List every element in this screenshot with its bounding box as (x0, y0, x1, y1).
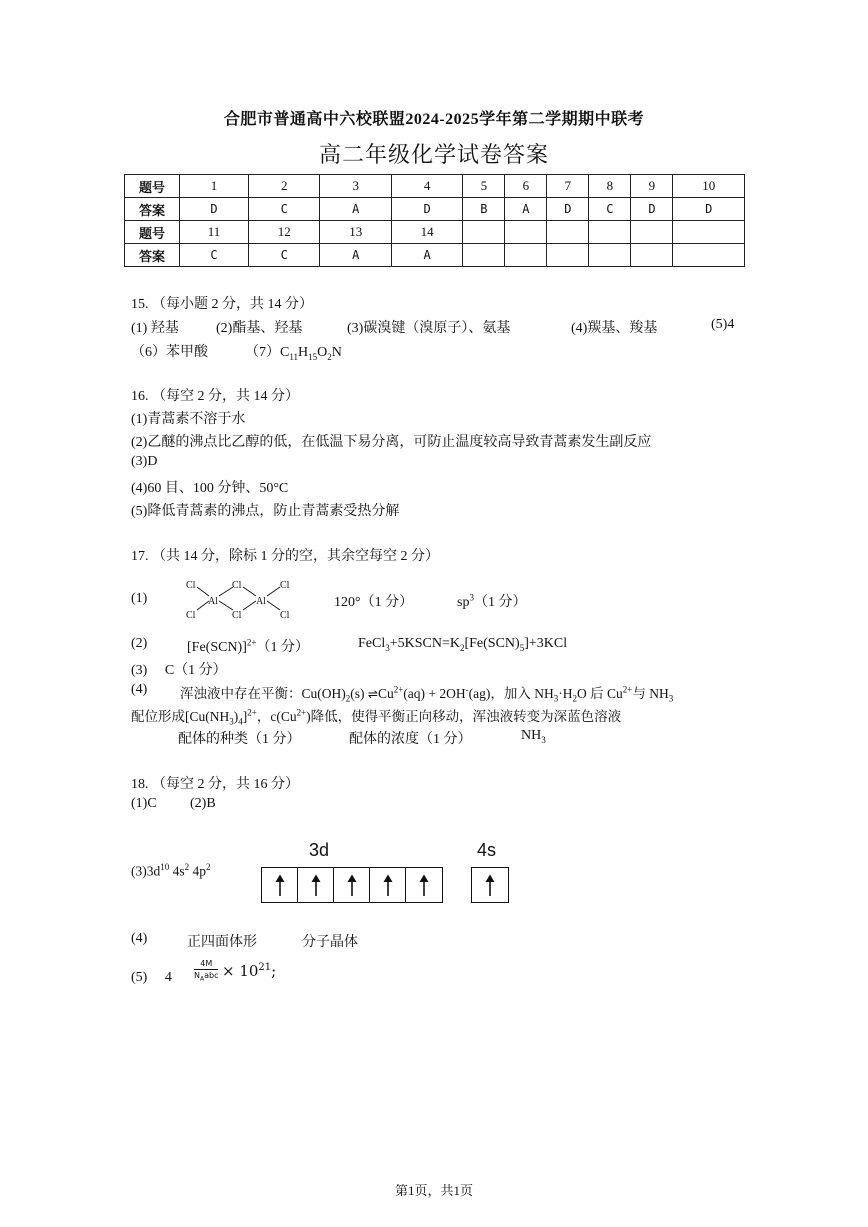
q18-label-4: (4) (131, 931, 148, 946)
answer-cell: C (589, 198, 631, 221)
question-number-cell: 5 (463, 175, 505, 198)
answer-cell: C (180, 244, 249, 267)
q17-bond-angle: 120°（1 分） (334, 595, 414, 610)
q18-crystal-type: 分子晶体 (302, 935, 358, 950)
answer-cell: A (320, 198, 391, 221)
q16-answer-4: (4)60 目、100 分钟、50°C (131, 481, 289, 496)
al2cl6-structure (184, 576, 296, 620)
svg-text:Cl: Cl (232, 580, 242, 591)
orbital-box-3d (261, 867, 443, 903)
svg-text:Cl: Cl (186, 610, 196, 620)
question-number-cell (547, 221, 589, 244)
question-number-cell: 9 (631, 175, 673, 198)
q17-answer-3: (3) C（1 分） (131, 663, 227, 678)
question-number-cell: 11 (180, 221, 249, 244)
row-label-number: 题号 (125, 221, 180, 244)
answer-cell: D (631, 198, 673, 221)
q18-molecular-shape: 正四面体形 (187, 935, 257, 950)
q18-heading: 18. （每空 2 分，共 16 分） (131, 777, 299, 792)
answer-cell (505, 244, 547, 267)
question-number-cell: 10 (673, 175, 745, 198)
question-number-cell (463, 221, 505, 244)
q15-answer-3: (3)碳溴键（溴原子）、氨基 (347, 321, 511, 336)
q15-answer-7: $(7)C_{11}H_{15}O_2N$ (245, 345, 342, 362)
q15-answer-1: (1) 羟基 (131, 321, 179, 336)
exam-title: 合肥市普通高中六校联盟2024-2025学年第二学期期中联考 (223, 111, 645, 128)
q16-answer-3: (3)D (131, 454, 158, 469)
question-number-cell: 4 (391, 175, 462, 198)
q18-electron-config: $(3)3d^{10}$ $4s^2$ $4p^2$ (131, 862, 211, 879)
answer-cell: A (391, 244, 462, 267)
q15-answer-4: (4)羰基、羧基 (571, 321, 658, 336)
q15-answer-6: （6）苯甲酸 (131, 345, 208, 360)
q17-equation: $FeCl_3+5KSCN=K_2[Fe(SCN)_5]+3KCl$ (358, 636, 568, 653)
up-arrow-icon (262, 868, 298, 902)
q17-answer-4-line2: 配位形成$[Cu(NH_3)_4]^{2+}$，$c(Cu^{2+})$降低，使得平衡正向移动，浑浊液转变为深蓝色溶液 (131, 707, 622, 727)
q18-density-formula: $\frac{4M}{N_Aabc}$ × $10^{21}$; (194, 959, 277, 983)
question-number-cell (505, 221, 547, 244)
row-label-answer: 答案 (125, 244, 180, 267)
q17-complex-ion: $[Fe(SCN)]^{2+}(1$ 分） (187, 637, 309, 655)
orbital-box-4s (471, 867, 509, 903)
svg-text:Cl: Cl (280, 610, 290, 620)
page-footer: 第1页，共1页 (394, 1183, 473, 1198)
orbital-label-4s: 4s (477, 840, 497, 860)
q17-blank-ligand: $NH_3$ (521, 728, 546, 745)
svg-text:Cl: Cl (186, 580, 196, 591)
up-arrow-icon (334, 868, 370, 902)
q18-answer-5: (5) 4 (131, 970, 172, 985)
answer-cell: C (249, 198, 320, 221)
row-label-answer: 答案 (125, 198, 180, 221)
q18-answer-1: (1)C (131, 796, 157, 811)
q17-label-2: (2) (131, 636, 148, 651)
q16-heading: 16. （每空 2 分，共 14 分） (131, 389, 299, 404)
answer-cell (589, 244, 631, 267)
question-number-cell: 14 (391, 221, 462, 244)
orbital-label-3d: 3d (309, 840, 330, 860)
question-number-cell (631, 221, 673, 244)
up-arrow-icon (298, 868, 334, 902)
answer-cell: B (463, 198, 505, 221)
answer-cell (631, 244, 673, 267)
q17-label-4: (4) (131, 682, 148, 697)
answer-cell: D (391, 198, 462, 221)
svg-text:Al: Al (256, 596, 266, 607)
q15-heading: 15. （每小题 2 分，共 14 分） (131, 297, 313, 312)
question-number-cell: 7 (547, 175, 589, 198)
answer-cell: D (547, 198, 589, 221)
q17-blank-ligand-conc: 配体的浓度（1 分） (349, 732, 472, 747)
question-number-cell: 1 (180, 175, 249, 198)
row-label-number: 题号 (125, 175, 180, 198)
answer-cell: A (505, 198, 547, 221)
svg-text:Cl: Cl (280, 580, 290, 591)
q15-answer-2: (2)酯基、羟基 (216, 321, 303, 336)
up-arrow-icon (406, 868, 442, 902)
q15-answer-5: (5)4 (711, 317, 735, 332)
answer-cell: D (673, 198, 745, 221)
question-number-cell: 13 (320, 221, 391, 244)
q17-hybridization: $sp^3(1$ 分） (457, 592, 527, 610)
answer-cell: D (180, 198, 249, 221)
q18-answer-2: (2)B (190, 796, 216, 811)
density-fraction: $\frac{4M}{N_Aabc}$ (194, 959, 219, 983)
q16-answer-5: (5)降低青蒿素的沸点，防止青蒿素受热分解 (131, 504, 400, 519)
question-number-cell: 2 (249, 175, 320, 198)
answer-cell: C (249, 244, 320, 267)
q16-answer-1: (1)青蒿素不溶于水 (131, 412, 246, 427)
answer-sheet-title: 高二年级化学试卷答案 (318, 142, 549, 167)
question-number-cell: 6 (505, 175, 547, 198)
question-number-cell (673, 221, 745, 244)
up-arrow-icon (370, 868, 406, 902)
up-arrow-icon (472, 868, 508, 902)
question-number-cell (589, 221, 631, 244)
question-number-cell: 12 (249, 221, 320, 244)
svg-text:Al: Al (208, 596, 218, 607)
q17-label-1: (1) (131, 591, 148, 606)
svg-text:Cl: Cl (232, 610, 242, 620)
answer-cell (547, 244, 589, 267)
question-number-cell: 8 (589, 175, 631, 198)
q17-blank-ligand-type: 配体的种类（1 分） (178, 732, 301, 747)
q17-heading: 17. （共 14 分，除标 1 分的空，其余空每空 2 分） (131, 549, 439, 564)
question-number-cell: 3 (320, 175, 391, 198)
q17-answer-4-line1: 浑浊液中存在平衡：$Cu(OH)_2(s)$ $\rightleftharpoons Cu^{2+}(aq) + 2OH^-(ag)$，加入 $NH_3\cdot H_2O$ 后 $Cu^{2+}$与 $NH_3$ (180, 684, 674, 704)
answer-cell (673, 244, 745, 267)
answer-cell (463, 244, 505, 267)
q16-answer-2: (2)乙醚的沸点比乙醇的低，在低温下易分离，可防止温度较高导致青蒿素发生副反应 (131, 435, 652, 450)
answer-cell: A (320, 244, 391, 267)
answer-table (124, 174, 745, 267)
fraction-numerator: 4M (194, 958, 218, 970)
